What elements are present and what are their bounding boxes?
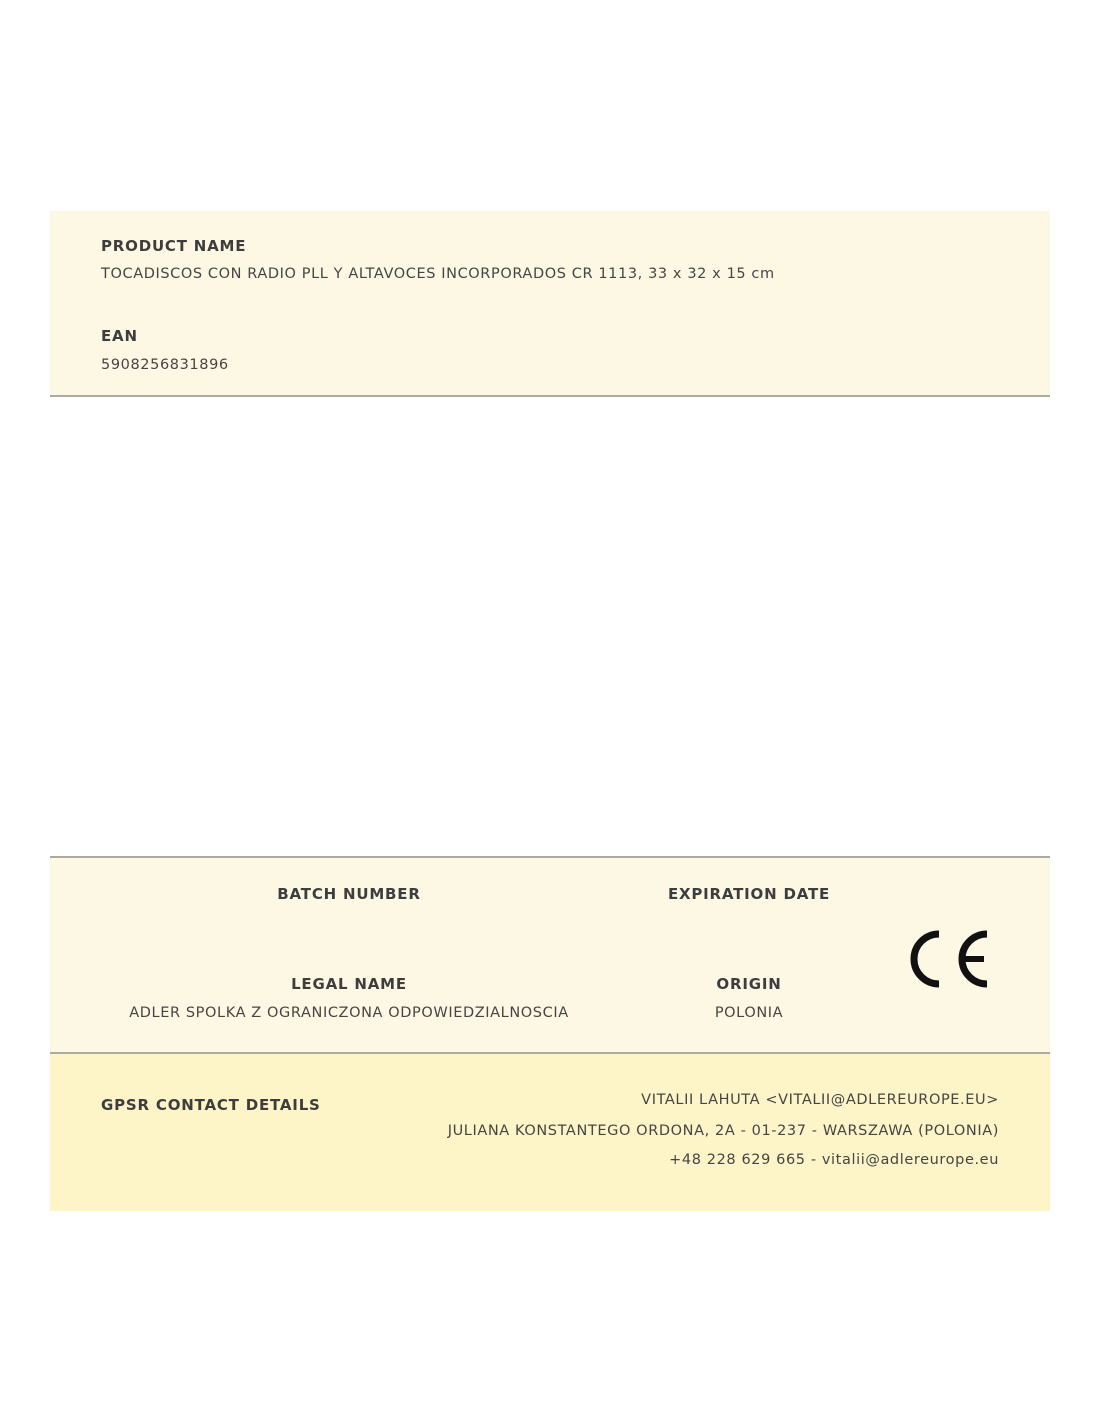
legal-name-value: ADLER SPOLKA Z OGRANICZONA ODPOWIEDZIALNOSCIA <box>129 1005 569 1021</box>
product-details-panel <box>50 856 1050 1054</box>
gpsr-contact-panel <box>50 1054 1050 1211</box>
contact-address: JULIANA KONSTANTEGO ORDONA, 2A - 01-237 - WARSZAWA (POLONIA) <box>447 1123 999 1139</box>
origin-value: POLONIA <box>714 1005 784 1021</box>
product-name-value: TOCADISCOS CON RADIO PLL Y ALTAVOCES INCORPORADOS CR 1113, 33 x 32 x 15 cm <box>101 266 775 282</box>
contact-phone-email: +48 228 629 665 - vitalii@adlereurope.eu <box>669 1152 999 1168</box>
product-name-label: PRODUCT NAME <box>101 237 247 255</box>
ean-value: 5908256831896 <box>101 357 229 373</box>
gpsr-contact-label: GPSR CONTACT DETAILS <box>101 1096 321 1114</box>
batch-number-label: BATCH NUMBER <box>277 885 421 903</box>
ce-mark-icon <box>908 928 990 990</box>
legal-name-label: LEGAL NAME <box>291 975 407 993</box>
expiration-date-label: EXPIRATION DATE <box>667 885 831 903</box>
contact-name-email: VITALII LAHUTA <VITALII@ADLEREUROPE.EU> <box>641 1092 999 1108</box>
product-info-panel <box>50 211 1050 397</box>
origin-label: ORIGIN <box>716 975 782 993</box>
ean-label: EAN <box>101 327 138 345</box>
